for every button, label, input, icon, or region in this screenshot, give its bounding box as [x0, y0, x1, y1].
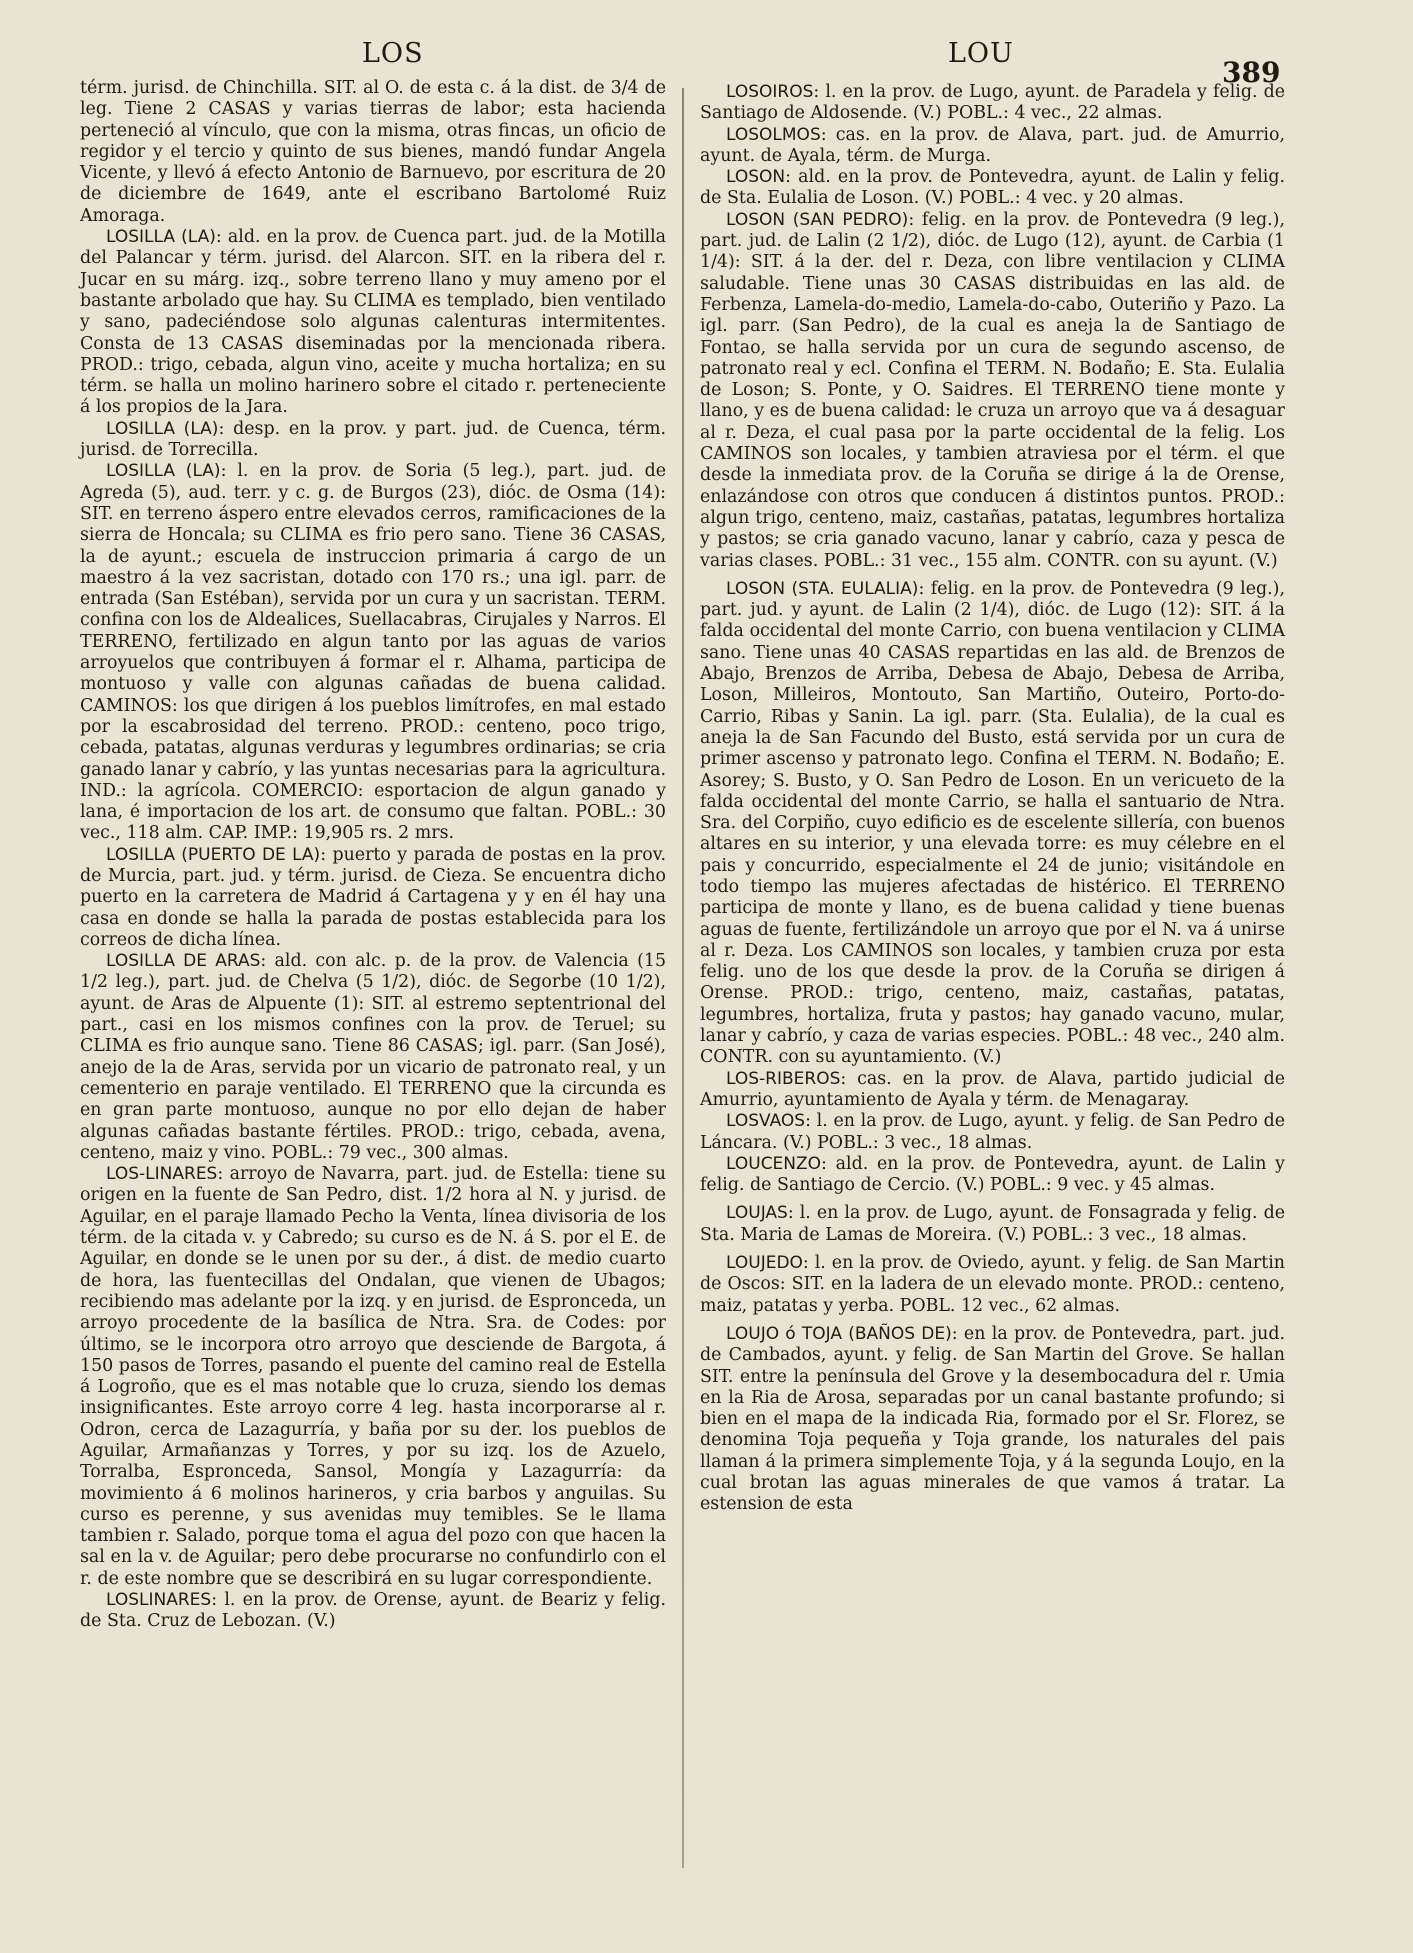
dictionary-entry — [700, 1154, 1285, 1197]
entry-text: : puerto y parada de postas en la prov. de Murcia, part. jud. y térm. jurisd. de Cieza. Se encuentra dicho puerto en la carretera de Madrid á Cartagena y y en él hay una casa en donde se halla la parada de postas establecida para los correos de dicha línea. — [80, 844, 666, 950]
entry-headword: LOSON (STA. EULALIA) — [726, 578, 919, 599]
entry-text: : l. en la prov. de Lugo, ayunt. de Fonsagrada y felig. de Sta. Maria de Lamas de Moreira. (V.) POBL.: 3 vec., 18 almas. — [700, 1203, 1285, 1245]
dictionary-entry — [700, 1203, 1285, 1246]
entry-text: : l. en la prov. de Lugo, ayunt. de Paradela y felig. de Santiago de Aldosende. (V.) POBL.: 4 vec., 22 almas. — [700, 82, 1285, 124]
entry-headword: LOSON (SAN PEDRO) — [726, 209, 909, 230]
dictionary-entry — [80, 78, 666, 227]
entry-text: : ald. en la prov. de Cuenca part. jud. de la Motilla del Palancar y térm. jurisd. del Alarcon. SIT. en la ribera del r. Jucar en su márg. izq., sobre terreno llano y muy ameno por el bastante arbolado que hay. Su CLIMA es templado, bien ventilado y sano, padeciéndose solo algunas calenturas intermitentes. Consta de 13 CASAS diseminadas por la mencionada ribera. PROD.: trigo, cebada, algun vino, aceite y mucha hortaliza; en su térm. se halla un molino harinero sobre el citado r. perteneciente á los propios de la Jara. — [80, 227, 667, 418]
entry-text: : en la prov. de Pontevedra, part. jud. de Cambados, ayunt. y felig. de San Martin del Grove. Se hallan SIT. entre la península del Grove y la desembocadura del r. Umia en la Ria de Arosa, separadas por un canal bastante profundo; si bien en el mapa de la indicada Ria, formado por el Sr. Florez, se denomina Toja pequeña y Toja grande, los naturales del pais llaman á la primera simplemente Toja, y á la segunda Loujo, en la cual brotan las aguas minerales de que vamos á tratar. La estension de esta — [700, 1323, 1285, 1515]
dictionary-entry — [80, 1590, 666, 1633]
dictionary-entry — [80, 951, 666, 1164]
dictionary-entry — [700, 167, 1285, 210]
entry-headword: LOSILLA (PUERTO DE LA) — [106, 844, 321, 865]
entry-headword: LOUJO ó TOJA (BAÑOS DE) — [726, 1323, 952, 1344]
dictionary-entry — [700, 210, 1285, 572]
entry-text: : ald. en la prov. de Pontevedra, ayunt. de Lalin y felig. de Santiago de Cercio. (V.) POBL.: 9 vec. y 45 almas. — [700, 1153, 1285, 1196]
entry-text: : cas. en la prov. de Alava, part. jud. de Amurrio, ayunt. de Ayala, térm. de Murga. — [700, 124, 1285, 166]
entry-text: : felig. en la prov. de Pontevedra (9 leg.), part. jud. y ayunt. de Lalin (2 1/4), dióc. de Lugo (12): SIT. á la falda occidental del monte Carrio, con buena ventilacion y CLIMA sano. Tiene unas 40 CASAS repartidas en las ald. de Brenzos de Abajo, Brenzos de Arriba, Debesa de Abajo, Debesa de Arriba, Loson, Milleiros, Montouto, San Martiño, Outeiro, Porto-do-Carrio, Ribas y Sanin. La igl. parr. (Sta. Eulalia), de la cual es aneja la de San Facundo del Busto, está servida por un cura de primer ascenso y patronato lego. Confina el TERM. N. Bodaño; E. Asorey; S. Busto, y O. San Pedro de Loson. En un vericueto de la falda occidental del monte Carrio, se halla el santuario de Ntra. Sra. del Corpiño, cuyo edificio es de escelente sillería, con buenos altares en su interior, y una elevada torre: es muy célebre en el pais y concurrido, especialmente el 24 de junio; visitándole en todo tiempo las mujeres afectadas de histérico. El TERRENO participa de monte y llano, es de buena calidad y tiene buenas aguas de fuente, fertilizándole un arroyo que por el N. va á unirse al r. Deza. Los CAMINOS son locales, y tambien cruza por esta felig. uno de los que desde la prov. de la Coruña se dirigen á Orense. PROD.: trigo, centeno, maiz, castañas, patatas, legumbres, hortaliza, fruta y pastos; hay ganado vacuno, mular, lanar y cabrío, y caza de varias especies. POBL.: 48 vec., 240 alm. CONTR. con su ayuntamiento. (V.) — [700, 578, 1285, 1068]
dictionary-entry — [700, 125, 1285, 168]
running-head-left: LOS — [362, 38, 424, 69]
dictionary-entry — [700, 579, 1285, 1069]
entry-headword: LOS-LINARES — [106, 1164, 218, 1185]
entry-text: : l. en la prov. de Lugo, ayunt. y felig. de San Pedro de Láncara. (V.) POBL.: 3 vec., 18 almas. — [700, 1111, 1285, 1153]
entry-text: : ald. con alc. p. de la prov. de Valencia (15 1/2 leg.), part. jud. de Chelva (5 1/2), dióc. de Segorbe (10 1/2), ayunt. de Aras de Alpuente (1): SIT. al estremo septentrional del part., casi en los mismos confines con la prov. de Teruel; su CLIMA es frio aunque sano. Tiene 86 CASAS; igl. parr. (San José), anejo de la de Aras, servida por un vicario de patronato real, y un cementerio en paraje ventilado. El TERRENO que la circunda es en gran parte montuoso, aunque no por ello dejan de haber algunas cañadas bastante fértiles. PROD.: trigo, cebada, avena, centeno, maiz y vino. POBL.: 79 vec., 300 almas. — [80, 951, 667, 1163]
dictionary-entry — [700, 1111, 1285, 1154]
entry-headword: LOUJEDO — [726, 1253, 803, 1274]
page-number: 389 — [1222, 56, 1281, 89]
column-divider — [682, 88, 684, 1868]
right-column — [700, 82, 1285, 1516]
entry-headword: LOUCENZO — [726, 1153, 822, 1174]
entry-headword: LOSOLMOS — [726, 124, 821, 145]
running-head-right: LOU — [948, 38, 1014, 69]
entry-text: : arroyo de Navarra, part. jud. de Estella: tiene su origen en la fuente de San Pedro, dist. 1/2 hora al N. y jurisd. de Aguilar, en el paraje llamado Pecho la Venta, línea divisoria de los térm. de la citada v. y Cabredo; su curso es de N. á S. por el E. de Aguilar, en donde se le unen por su der., á dist. de medio cuarto de hora, las fuentecillas del Ondalan, que vienen de Ubagos; recibiendo mas adelante por la izq. y en jurisd. de Espronceda, un arroyo procedente de la basílica de Ntra. Sra. de Codes: por último, se le incorpora otro arroyo que desciende de Bargota, á 150 pasos de Torres, pasando el puente del camino real de Estella á Logroño, que es el mas notable que lo cruza, siendo los demas insignificantes. Este arroyo corre 4 leg. hasta incorporarse al r. Odron, cerca de Lazagurría, y baña por su der. los pueblos de Aguilar, Armañanzas y Torres, y por su izq. los de Azuelo, Torralba, Espronceda, Sansol, Mongía y Lazagurría: da movimiento á 6 molinos harineros, y cria barbos y anguilas. Su curso es perenne, y sus avenidas muy temibles. Se le llama tambien r. Salado, porque toma el agua del pozo con que hacen la sal en la v. de Aguilar; pero debe procurarse no confundirlo con el r. de este nombre que se describirá en su lugar correspondiente. — [80, 1164, 666, 1589]
entry-text: : l. en la prov. de Soria (5 leg.), part. jud. de Agreda (5), aud. terr. y c. g. de Burgos (23), dióc. de Osma (14): SIT. en terreno áspero entre elevados cerros, ramificaciones de la sierra de Honcala; su CLIMA es frio pero sano. Tiene 36 CASAS, la de ayunt.; escuela de instruccion primaria á cargo de un maestro á la vez sacristan, dotado con 170 rs.; una igl. parr. de entrada (San Estéban), servida por un cura y un sacristan. TERM. confina con los de Aldealices, Suellacabras, Cirujales y Narros. El TERRENO, fertilizado en algun tanto por las aguas de varios arroyuelos que contribuyen á formar el r. Alhama, participa de montuoso y valle con algunas cañadas de buena calidad. CAMINOS: los que dirigen á los pueblos limítrofes, en mal estado por la escabrosidad del terreno. PROD.: centeno, poco trigo, cebada, patatas, algunas verduras y legumbres ordinarias; se cria ganado lanar y cabrío, y las yuntas necesarias para la agricultura. IND.: la agrícola. COMERCIO: esportacion de algun ganado y lana, é importacion de los art. de consumo que faltan. POBL.: 30 vec., 118 alm. CAP. IMP.: 19,905 rs. 2 mrs. — [80, 461, 667, 844]
entry-text: : l. en la prov. de Orense, ayunt. de Beariz y felig. de Sta. Cruz de Lebozan. (V.) — [80, 1590, 666, 1632]
entry-headword: LOS-RIBEROS — [726, 1068, 841, 1089]
entry-headword: LOSILLA (LA) — [106, 227, 216, 248]
entry-headword: LOSON — [726, 167, 786, 188]
dictionary-entry — [700, 82, 1285, 125]
dictionary-entry — [80, 227, 666, 419]
left-column — [80, 78, 666, 1633]
entry-headword: LOSLINARES — [106, 1590, 212, 1611]
entry-headword: LOUJAS — [726, 1203, 788, 1224]
entry-headword: LOSILLA DE ARAS — [106, 951, 261, 972]
entry-text: : felig. en la prov. de Pontevedra (9 leg.), part. jud. de Lalin (2 1/2), dióc. de Lugo (12), ayunt. de Carbia (1 1/4): SIT. á la der. del r. Deza, con libre ventilacion y CLIMA saludable. Tiene unas 30 CASAS distribuidas en las ald. de Ferbenza, Lamela-do-medio, Lamela-do-cabo, Outeriño y Pazo. La igl. parr. (San Pedro), de la cual es aneja la de Santiago de Fontao, se halla servida por un cura de segundo ascenso, de patronato real y ecl. Confina el TERM. N. Bodaño; E. Sta. Eulalia de Loson; S. Ponte, y O. Saidres. El TERRENO tiene monte y llano, y es de buena calidad: le cruza un arroyo que va á desaguar al r. Deza, el cual pasa por la parte occidental de la felig. Los CAMINOS son locales, y tambien atraviesa por el térm. el que desde la inmediata prov. de la Coruña se dirige á la de Orense, enlazándose con otros que conducen á distintos puntos. PROD.: algun trigo, centeno, maiz, castañas, patatas, legumbres hortaliza y pastos; se cria ganado vacuno, lanar y cabrío, caza y pesca de varias clases. POBL.: 31 vec., 155 alm. CONTR. con su ayunt. (V.) — [700, 209, 1285, 571]
dictionary-entry — [80, 419, 666, 462]
entry-text: : desp. en la prov. y part. jud. de Cuenca, térm. jurisd. de Torrecilla. — [80, 418, 667, 461]
dictionary-entry — [80, 845, 666, 951]
dictionary-entry — [80, 461, 666, 844]
dictionary-entry — [80, 1164, 666, 1590]
dictionary-entry — [700, 1324, 1285, 1516]
entry-headword: LOSVAOS — [726, 1111, 806, 1132]
entry-text: térm. jurisd. de Chinchilla. SIT. al O. de esta c. á la dist. de 3/4 de leg. Tiene 2 CASAS y varias tierras de labor; esta hacienda perteneció al vínculo, que con la misma, otras fincas, un oficio de regidor y el tercio y quinto de sus bienes, mandó fundar Angela Vicente, y llevó á efecto Antonio de Barnuevo, por escritura de 20 de diciembre de 1649, ante el escribano Bartolomé Ruiz Amoraga. — [80, 78, 666, 226]
entry-text: : cas. en la prov. de Alava, partido judicial de Amurrio, ayuntamiento de Ayala y térm. de Menagaray. — [700, 1068, 1285, 1110]
dictionary-entry — [700, 1069, 1285, 1112]
entry-headword: LOSILLA (LA) — [106, 418, 219, 439]
entry-text: : l. en la prov. de Oviedo, ayunt. y felig. de San Martin de Oscos: SIT. en la ladera de un elevado monte. PROD.: centeno, maiz, patatas y yerba. POBL. 12 vec., 62 almas. — [700, 1253, 1285, 1316]
entry-text: : ald. en la prov. de Pontevedra, ayunt. de Lalin y felig. de Sta. Eulalia de Loson. (V.) POBL.: 4 vec. y 20 almas. — [700, 167, 1285, 209]
entry-headword: LOSILLA (LA) — [106, 461, 221, 482]
entry-headword: LOSOIROS — [726, 82, 814, 102]
dictionary-entry — [700, 1253, 1285, 1317]
